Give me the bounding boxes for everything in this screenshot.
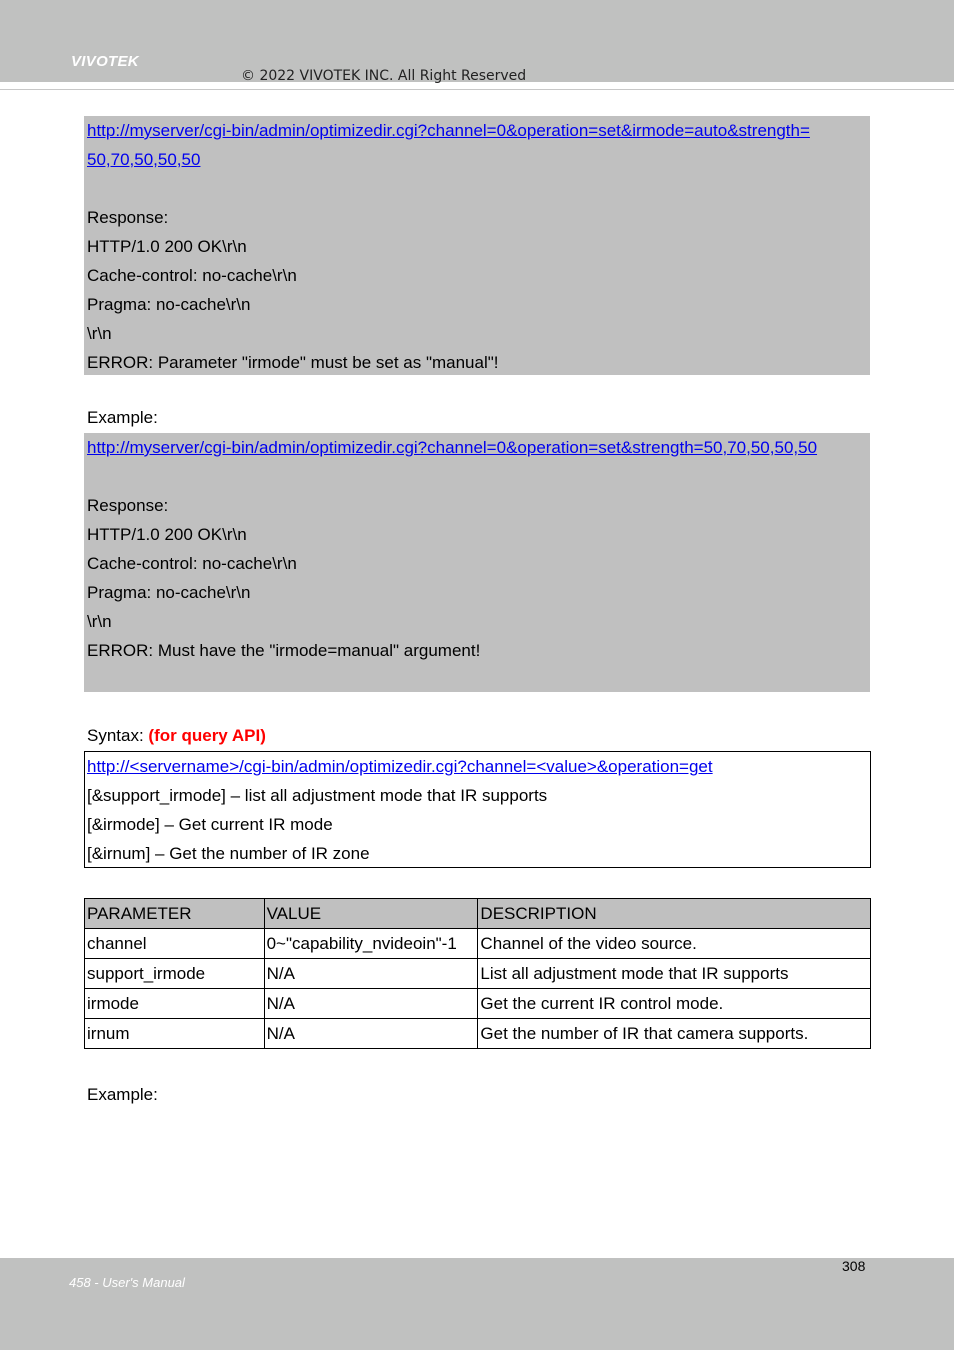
brand-logo: VIVOTEK: [71, 53, 139, 70]
header-divider: [0, 89, 954, 90]
response-line: Pragma: no-cache\r\n: [87, 295, 251, 314]
response-line: HTTP/1.0 200 OK\r\n: [87, 525, 247, 544]
response-line: HTTP/1.0 200 OK\r\n: [87, 237, 247, 256]
code-block-1: [84, 116, 870, 375]
syntax-highlight: (for query API): [148, 726, 266, 745]
copyright-text: © 2022 VIVOTEK INC. All Right Reserved: [241, 68, 527, 84]
page-number: 308: [842, 1258, 866, 1274]
parameter-table: [84, 898, 871, 1049]
response-line: \r\n: [87, 612, 112, 631]
table-cell: List all adjustment mode that IR supports: [478, 959, 871, 989]
example-url-link-1b[interactable]: 50,70,50,50,50: [87, 150, 201, 169]
table-header-row: [85, 899, 871, 929]
response-line: \r\n: [87, 324, 112, 343]
table-cell: 0~"capability_nvideoin"-1: [264, 929, 478, 959]
table-cell: N/A: [264, 1019, 478, 1049]
syntax-url-link[interactable]: http://<servername>/cgi-bin/admin/optimizedir.cgi?channel=<value>&operation=get: [87, 757, 713, 776]
response-line: ERROR: Parameter "irmode" must be set as "manual"!: [87, 353, 499, 372]
table-cell: irmode: [85, 989, 265, 1019]
table-cell: support_irmode: [85, 959, 265, 989]
table-row: [85, 929, 871, 959]
column-header: PARAMETER: [85, 899, 265, 929]
blank-line: [84, 174, 870, 203]
example-label-1: Example:: [87, 408, 158, 427]
response-line: Cache-control: no-cache\r\n: [87, 554, 297, 573]
example-url-link-1a[interactable]: http://myserver/cgi-bin/admin/optimizedir.cgi?channel=0&operation=set&irmode=auto&strength=: [87, 121, 810, 140]
example-url-link-2[interactable]: http://myserver/cgi-bin/admin/optimizedir.cgi?channel=0&operation=set&strength=50,70,50,50,50: [87, 438, 818, 457]
table-row: [85, 989, 871, 1019]
syntax-label: Syntax:: [87, 726, 149, 745]
response-line: Cache-control: no-cache\r\n: [87, 266, 297, 285]
table-cell: irnum: [85, 1019, 265, 1049]
blank-line: [84, 462, 870, 491]
example-label-2: Example:: [87, 1085, 158, 1104]
column-header: VALUE: [264, 899, 478, 929]
table-row: [85, 1019, 871, 1049]
syntax-heading: [87, 721, 266, 750]
table-cell: N/A: [264, 989, 478, 1019]
manual-label: 458 - User's Manual: [69, 1275, 185, 1290]
syntax-line: [&support_irmode] – list all adjustment mode that IR supports: [87, 786, 548, 805]
code-block-2: [84, 433, 870, 692]
page-footer: [0, 1258, 954, 1350]
table-cell: channel: [85, 929, 265, 959]
table-cell: Get the current IR control mode.: [478, 989, 871, 1019]
table-cell: Get the number of IR that camera supports.: [478, 1019, 871, 1049]
table-cell: N/A: [264, 959, 478, 989]
response-line: Response:: [87, 208, 169, 227]
response-line: Pragma: no-cache\r\n: [87, 583, 251, 602]
syntax-line: [&irmode] – Get current IR mode: [87, 815, 333, 834]
syntax-box: [84, 751, 871, 868]
table-cell: Channel of the video source.: [478, 929, 871, 959]
response-line: Response:: [87, 496, 169, 515]
column-header: DESCRIPTION: [478, 899, 871, 929]
response-line: ERROR: Must have the "irmode=manual" argument!: [87, 641, 481, 660]
table-row: [85, 959, 871, 989]
syntax-line: [&irnum] – Get the number of IR zone: [87, 844, 370, 863]
